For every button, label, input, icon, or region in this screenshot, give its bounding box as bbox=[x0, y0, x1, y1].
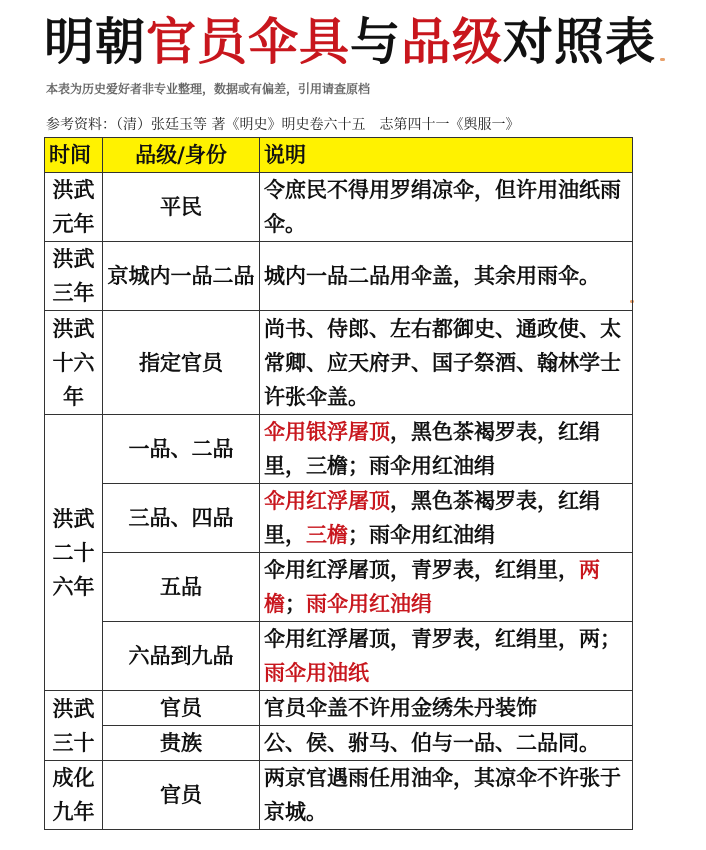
decorative-dot bbox=[660, 58, 665, 61]
title-part-2: 官员伞具 bbox=[146, 13, 350, 71]
table-row bbox=[45, 173, 633, 242]
rank-cell: 京城内一品二品 bbox=[103, 242, 260, 311]
desc-highlight: 伞用银浮屠顶 bbox=[264, 419, 390, 444]
era-cell: 洪武二十六年 bbox=[45, 415, 103, 691]
desc-cell bbox=[260, 484, 633, 553]
title-part-1: 明朝 bbox=[44, 13, 146, 71]
rank-cell: 官员 bbox=[103, 761, 260, 830]
desc-highlight: 雨伞用油纸 bbox=[264, 660, 369, 685]
table-row bbox=[45, 311, 633, 415]
desc-text: ； bbox=[285, 591, 306, 616]
desc-text: ；雨伞用红油绢 bbox=[348, 522, 495, 547]
table-row bbox=[45, 726, 633, 761]
rank-cell: 五品 bbox=[103, 553, 260, 622]
desc-cell: 城内一品二品用伞盖，其余用雨伞。 bbox=[260, 242, 633, 311]
era-cell: 洪武三年 bbox=[45, 242, 103, 311]
desc-text: 伞用红浮屠顶，青罗表，红绢里， bbox=[264, 557, 579, 582]
header-desc: 说明 bbox=[260, 138, 633, 173]
rank-cell: 平民 bbox=[103, 173, 260, 242]
table-row bbox=[45, 691, 633, 726]
table-row bbox=[45, 761, 633, 830]
desc-highlight: 两檐 bbox=[264, 557, 600, 616]
table-row bbox=[45, 242, 633, 311]
era-cell: 洪武十六年 bbox=[45, 311, 103, 415]
desc-highlight: 伞用红浮屠顶 bbox=[264, 488, 390, 513]
desc-cell bbox=[260, 415, 633, 484]
desc-cell: 令庶民不得用罗绢凉伞，但许用油纸雨伞。 bbox=[260, 173, 633, 242]
table-row bbox=[45, 553, 633, 622]
desc-cell bbox=[260, 622, 633, 691]
title-part-4: 品级 bbox=[401, 13, 503, 71]
title-part-3: 与 bbox=[350, 13, 401, 71]
desc-text: ，黑色茶褐罗表，红绢里， bbox=[264, 488, 600, 547]
table-row bbox=[45, 484, 633, 553]
desc-text: 伞用红浮屠顶，青罗表，红绢里，两； bbox=[264, 626, 621, 651]
desc-cell: 尚书、侍郎、左右都御史、通政使、太常卿、应天府尹、国子祭酒、翰林学士许张伞盖。 bbox=[260, 311, 633, 415]
desc-cell: 公、侯、驸马、伯与一品、二品同。 bbox=[260, 726, 633, 761]
umbrella-rank-table bbox=[44, 137, 633, 830]
header-era: 时间 bbox=[45, 138, 103, 173]
title-part-5: 对照表 bbox=[503, 13, 656, 71]
desc-cell bbox=[260, 553, 633, 622]
era-cell: 成化九年 bbox=[45, 761, 103, 830]
era-cell: 洪武三十 bbox=[45, 691, 103, 761]
disclaimer-note: 本表为历史爱好者非专业整理，数据或有偏差，引用请查原档 bbox=[46, 82, 371, 96]
desc-highlight: 雨伞用红油绢 bbox=[306, 591, 432, 616]
rank-cell: 六品到九品 bbox=[103, 622, 260, 691]
desc-cell: 两京官遇雨任用油伞，其凉伞不许张于京城。 bbox=[260, 761, 633, 830]
table-row bbox=[45, 622, 633, 691]
rank-cell: 一品、二品 bbox=[103, 415, 260, 484]
table-row bbox=[45, 415, 633, 484]
rank-cell: 指定官员 bbox=[103, 311, 260, 415]
page-title bbox=[44, 4, 656, 80]
rank-cell: 三品、四品 bbox=[103, 484, 260, 553]
header-rank: 品级/身份 bbox=[103, 138, 260, 173]
rank-cell: 贵族 bbox=[103, 726, 260, 761]
rank-cell: 官员 bbox=[103, 691, 260, 726]
era-cell: 洪武元年 bbox=[45, 173, 103, 242]
desc-text: ，黑色茶褐罗表，红绢里，三檐；雨伞用红油绢 bbox=[264, 419, 600, 478]
table-header-row bbox=[45, 138, 633, 173]
reference-source: 参考资料：（清）张廷玉等 著《明史》明史卷六十五 志第四十一《舆服一》 bbox=[46, 117, 520, 133]
desc-highlight: 三檐 bbox=[306, 522, 348, 547]
desc-cell: 官员伞盖不许用金绣朱丹装饰 bbox=[260, 691, 633, 726]
